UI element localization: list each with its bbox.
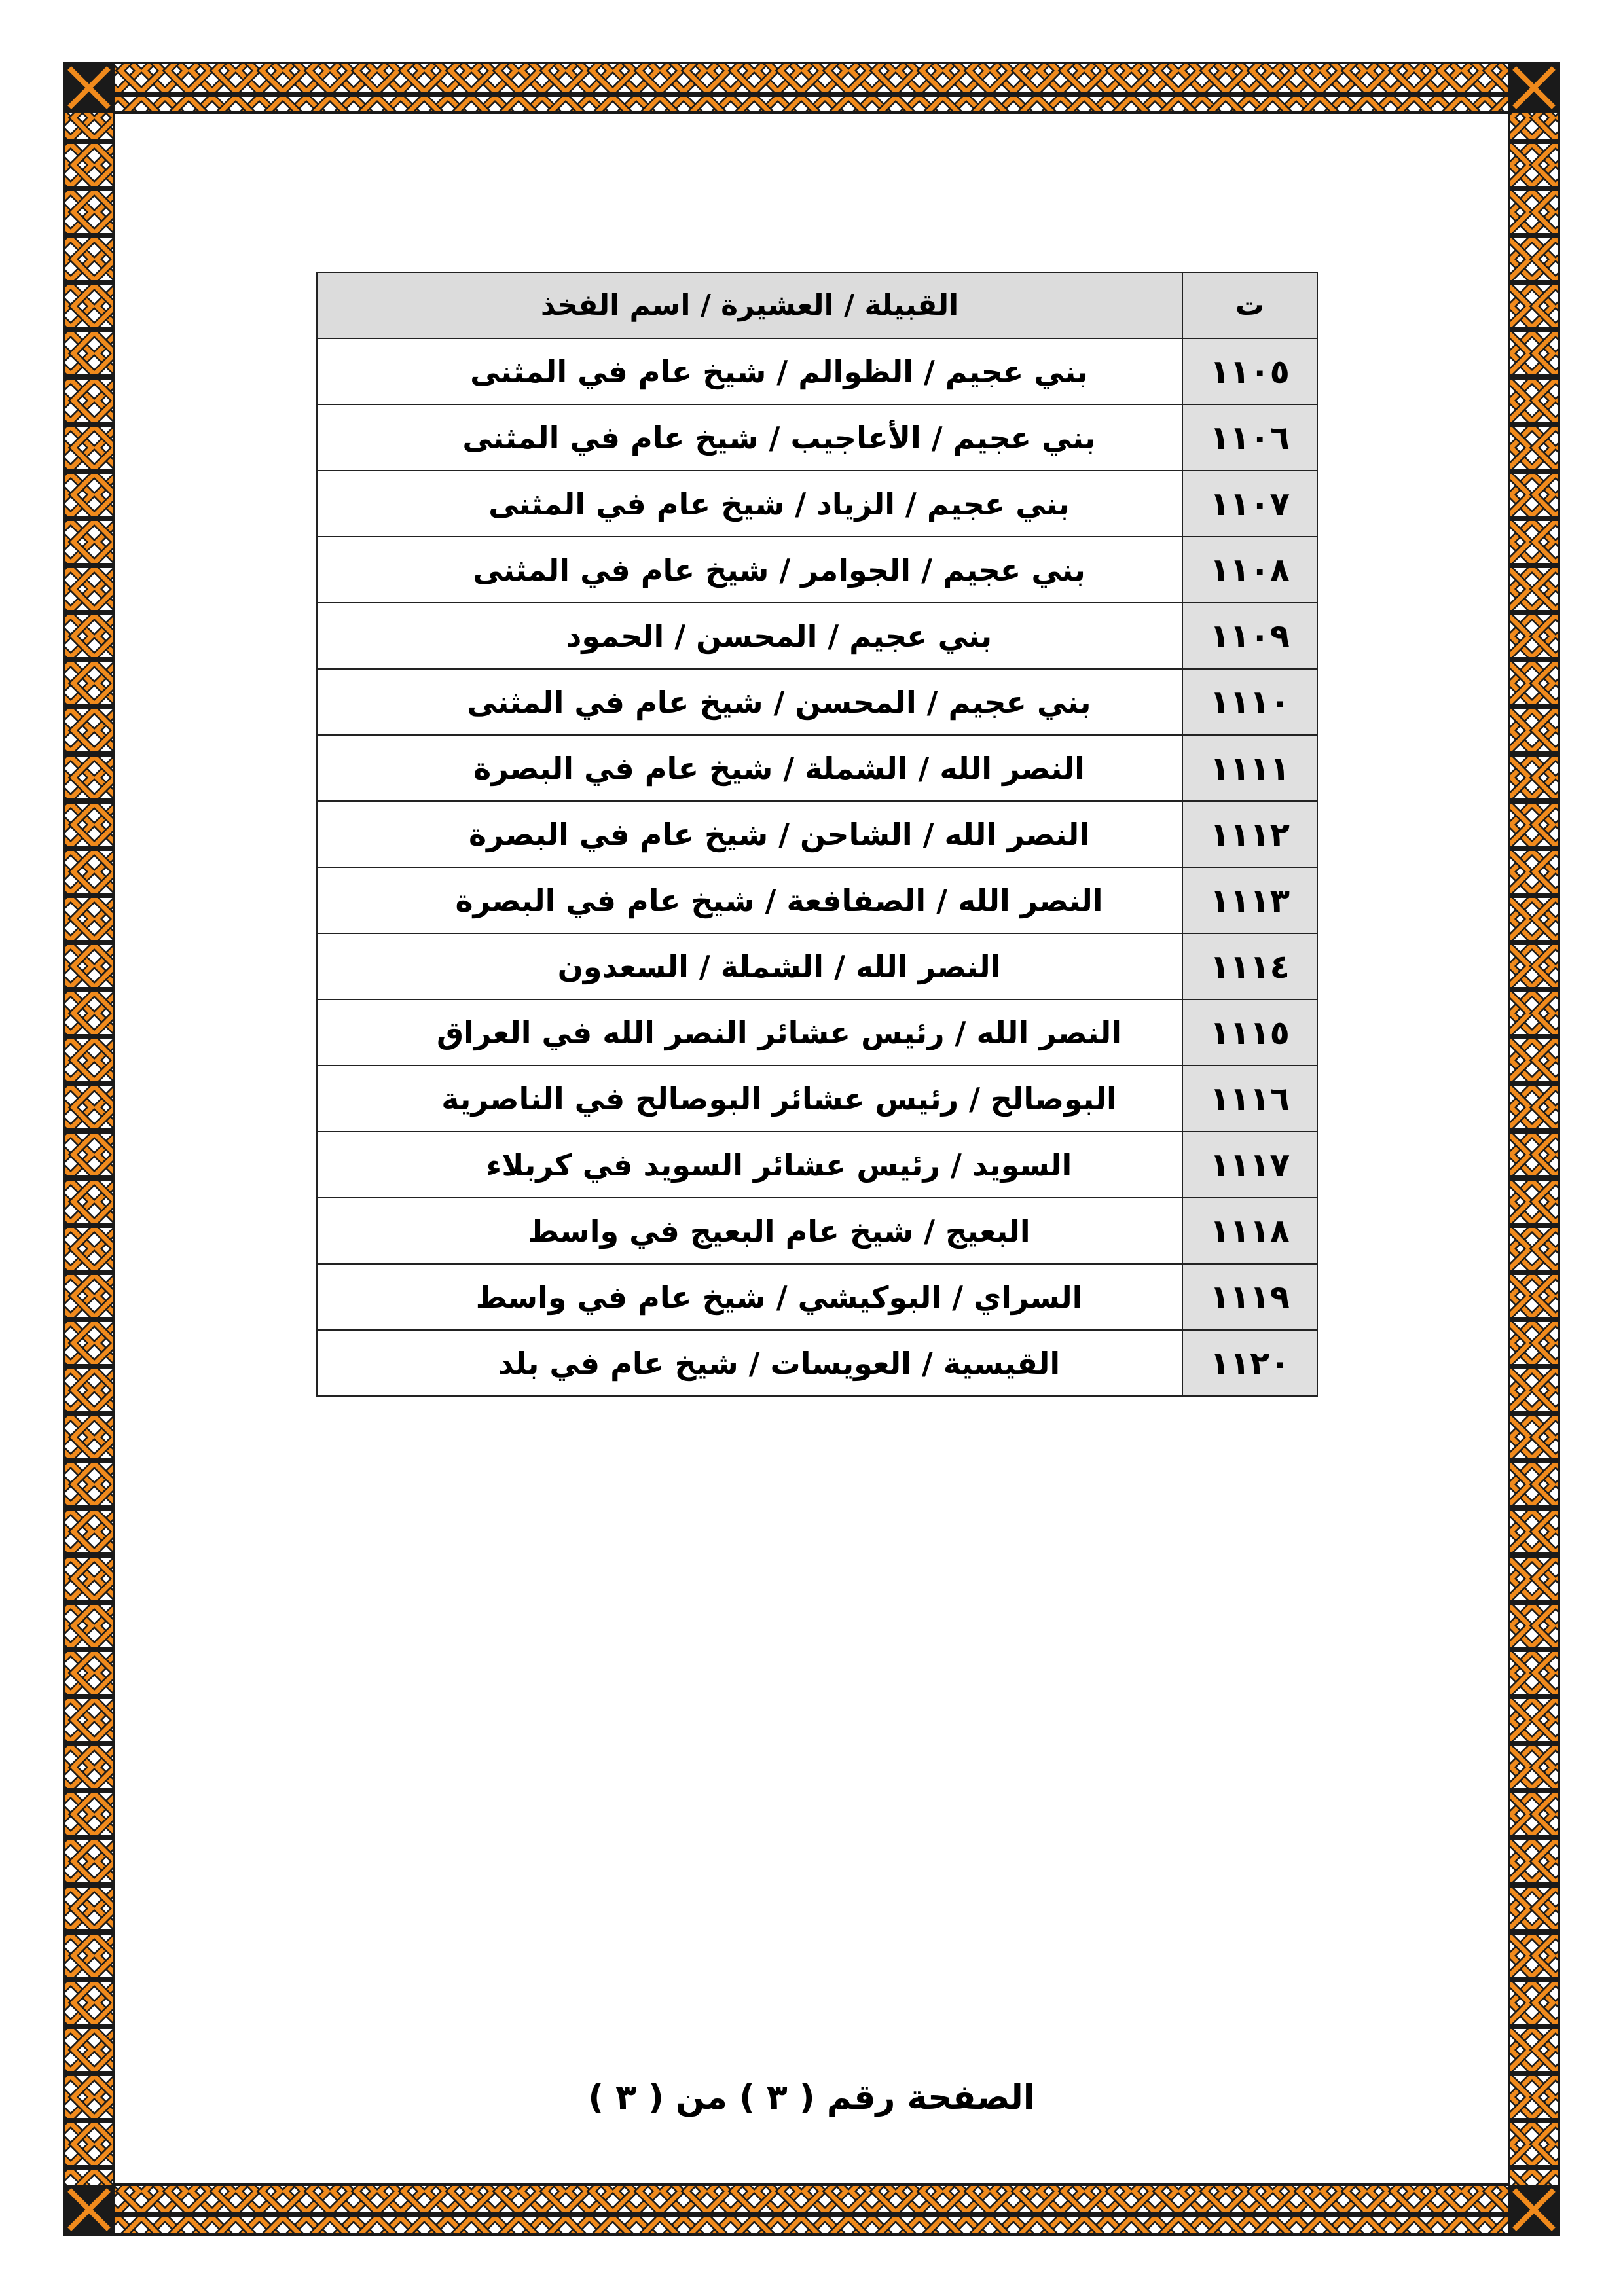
table-row xyxy=(317,1066,1317,1132)
table-row xyxy=(317,801,1317,867)
row-name: النصر الله / الشملة / شيخ عام في البصرة xyxy=(317,735,1182,801)
row-number: ١١٠٧ xyxy=(1182,471,1317,537)
table-row xyxy=(317,404,1317,471)
row-name: بني عجيم / المحسن / الحمود xyxy=(317,603,1182,669)
row-name: القيسية / العويسات / شيخ عام في بلد xyxy=(317,1330,1182,1396)
row-number: ١١١٤ xyxy=(1182,933,1317,999)
table-row xyxy=(317,471,1317,537)
tribes-table xyxy=(316,272,1318,1397)
table-row xyxy=(317,735,1317,801)
row-number: ١١٠٦ xyxy=(1182,404,1317,471)
row-name: السويد / رئيس عشائر السويد في كربلاء xyxy=(317,1132,1182,1198)
row-name: بني عجيم / الأعاجيب / شيخ عام في المثنى xyxy=(317,404,1182,471)
row-number: ١١١٢ xyxy=(1182,801,1317,867)
table-row xyxy=(317,537,1317,603)
table-header-row xyxy=(317,272,1317,338)
header-number: ت xyxy=(1182,272,1317,338)
row-number: ١١١٧ xyxy=(1182,1132,1317,1198)
row-name: بني عجيم / الجوامر / شيخ عام في المثنى xyxy=(317,537,1182,603)
row-name: السراي / البوكيشي / شيخ عام في واسط xyxy=(317,1264,1182,1330)
row-name: النصر الله / الشملة / السعدون xyxy=(317,933,1182,999)
row-name: بني عجيم / الظوالم / شيخ عام في المثنى xyxy=(317,338,1182,404)
table-row xyxy=(317,867,1317,933)
table-row xyxy=(317,338,1317,404)
row-number: ١١٠٥ xyxy=(1182,338,1317,404)
row-number: ١١١٣ xyxy=(1182,867,1317,933)
row-name: بني عجيم / المحسن / شيخ عام في المثنى xyxy=(317,669,1182,735)
row-number: ١١١٥ xyxy=(1182,999,1317,1066)
row-name: النصر الله / الصفافعة / شيخ عام في البصرة xyxy=(317,867,1182,933)
row-name: البوصالح / رئيس عشائر البوصالح في الناصرية xyxy=(317,1066,1182,1132)
row-number: ١١١١ xyxy=(1182,735,1317,801)
row-number: ١١١٩ xyxy=(1182,1264,1317,1330)
table-row xyxy=(317,1132,1317,1198)
row-name: النصر الله / الشاحن / شيخ عام في البصرة xyxy=(317,801,1182,867)
row-number: ١١١٦ xyxy=(1182,1066,1317,1132)
table-row xyxy=(317,933,1317,999)
row-number: ١١٢٠ xyxy=(1182,1330,1317,1396)
table-row xyxy=(317,669,1317,735)
table-row xyxy=(317,1264,1317,1330)
row-number: ١١٠٩ xyxy=(1182,603,1317,669)
row-name: بني عجيم / الزياد / شيخ عام في المثنى xyxy=(317,471,1182,537)
row-number: ١١١٠ xyxy=(1182,669,1317,735)
page-number-footer: الصفحة رقم ( ٣ ) من ( ٣ ) xyxy=(588,2078,1035,2117)
tribes-table-container xyxy=(316,272,1318,1397)
table-body xyxy=(317,338,1317,1396)
row-number: ١١١٨ xyxy=(1182,1198,1317,1264)
row-number: ١١٠٨ xyxy=(1182,537,1317,603)
table-row xyxy=(317,603,1317,669)
row-name: النصر الله / رئيس عشائر النصر الله في العراق xyxy=(317,999,1182,1066)
table-row xyxy=(317,999,1317,1066)
table-row xyxy=(317,1198,1317,1264)
header-name: القبيلة / العشيرة / اسم الفخذ xyxy=(317,272,1182,338)
row-name: البعيج / شيخ عام البعيج في واسط xyxy=(317,1198,1182,1264)
table-row xyxy=(317,1330,1317,1396)
